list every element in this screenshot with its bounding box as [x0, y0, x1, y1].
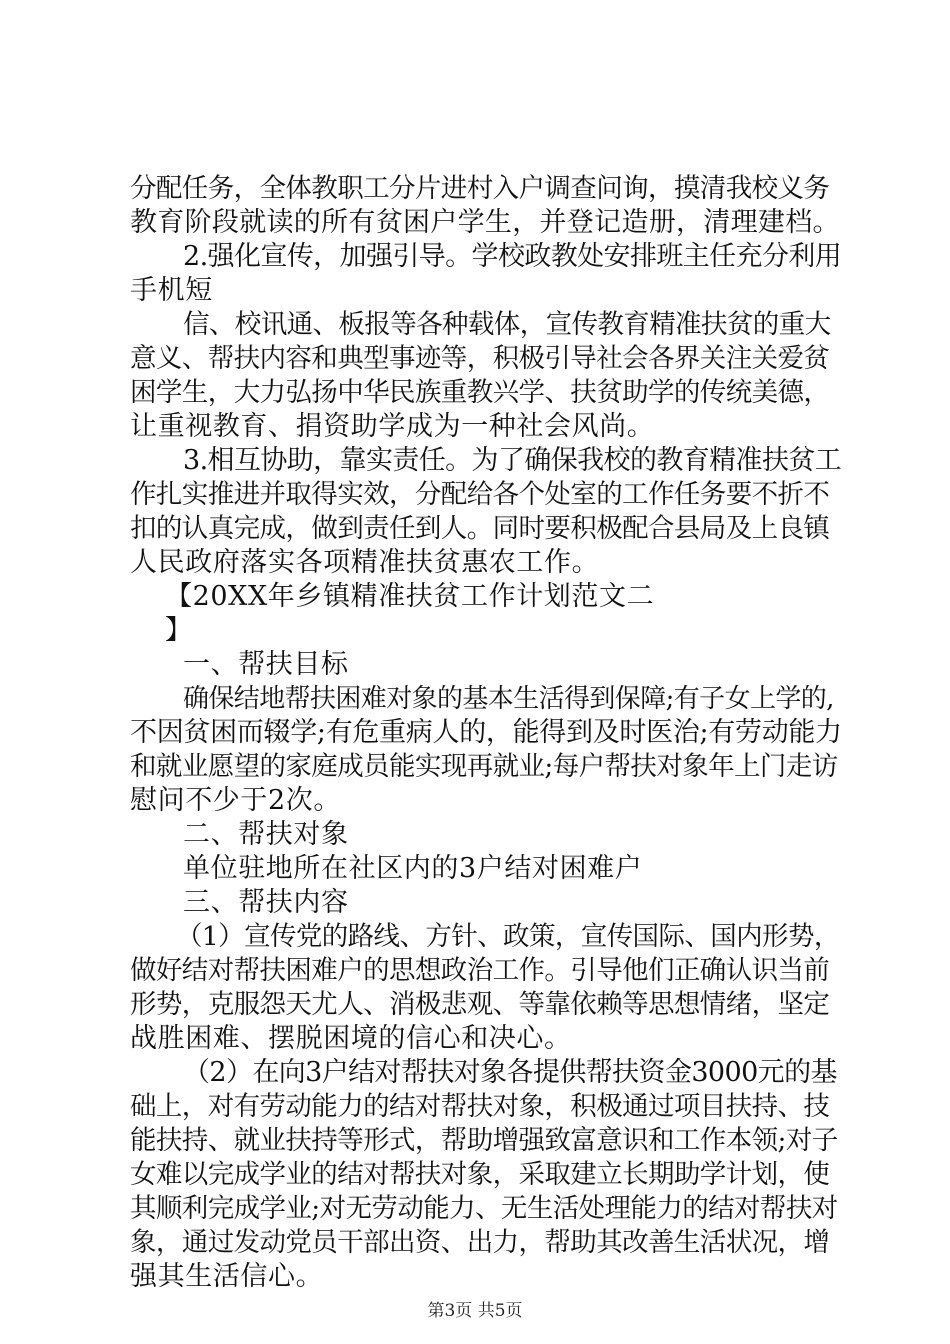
- subheading: 一、帮扶目标: [183, 649, 349, 680]
- text-line: 信、校讯通、板报等各种载体，宣传教育精准扶贫的重大: [183, 309, 831, 340]
- text-line: 慰问不少于2次。: [130, 785, 341, 816]
- text-line: 其顺利完成学业;对无劳动能力、无生活处理能力的结对帮扶对: [130, 1193, 838, 1224]
- text-line: 扣的认真完成，做到责任到人。同时要积极配合县局及上良镇: [130, 513, 830, 544]
- text-line: 和就业愿望的家庭成员能实现再就业;每户帮扶对象年上门走访: [130, 751, 838, 782]
- text-line: 分配任务，全体教职工分片进村入户调查问询，摸清我校义务: [130, 173, 830, 204]
- text-line: 人民政府落实各项精准扶贫惠农工作。: [130, 547, 600, 578]
- text-line: （2）在向3户结对帮扶对象各提供帮扶资金3000元的基: [183, 1057, 837, 1088]
- text-line: 做好结对帮扶困难户的思想政治工作。引导他们正确认识当前: [130, 955, 830, 986]
- text-line: 确保结地帮扶困难对象的基本生活得到保障;有子女上学的,: [183, 684, 834, 714]
- text-line: 形势，克服怨天尤人、消极悲观、等靠依赖等思想情绪，坚定: [130, 989, 830, 1020]
- text-line: 战胜困难、摆脱困境的信心和决心。: [130, 1023, 572, 1054]
- text-line: 作扎实推进并取得实效，分配给各个处室的工作任务要不折不: [130, 479, 830, 510]
- text-line: 手机短: [130, 275, 213, 306]
- text-line: 3.相互协助，靠实责任。为了确保我校的教育精准扶贫工: [183, 445, 842, 476]
- text-line: 不因贫困而辍学;有危重病人的，能得到及时医治;有劳动能力: [130, 717, 842, 748]
- text-line: 单位驻地所在社区内的3户结对困难户: [183, 853, 643, 884]
- text-line: 象，通过发动党员干部出资、出力，帮助其改善生活状况，增: [130, 1227, 830, 1258]
- text-line: 意义、帮扶内容和典型事迹等，积极引导社会各界关注关爱贫: [130, 343, 830, 374]
- page-footer: 第3页 共5页: [427, 1301, 523, 1321]
- text-line: 让重视教育、捐资助学成为一种社会风尚。: [130, 411, 655, 442]
- section-heading: 】: [165, 615, 193, 646]
- text-line: 困学生，大力弘扬中华民族重教兴学、扶贫助学的传统美德，: [130, 377, 830, 408]
- text-line: 能扶持、就业扶持等形式，帮助增强致富意识和工作本领;对子: [130, 1125, 838, 1156]
- text-line: 础上，对有劳动能力的结对帮扶对象，积极通过项目扶持、技: [130, 1091, 830, 1122]
- text-line: 教育阶段就读的所有贫困户学生，并登记造册，清理建档。: [130, 207, 840, 238]
- text-line: 强其生活信心。: [130, 1261, 324, 1292]
- text-line: （1）宣传党的路线、方针、政策，宣传国际、国内形势，: [176, 921, 840, 952]
- text-line: 2.强化宣传，加强引导。学校政教处安排班主任充分利用: [183, 241, 842, 272]
- text-line: 女难以完成学业的结对帮扶对象，采取建立长期助学计划，使: [130, 1159, 830, 1190]
- subheading: 三、帮扶内容: [183, 887, 349, 918]
- section-heading: 【20XX年乡镇精准扶贫工作计划范文二: [165, 581, 655, 612]
- subheading: 二、帮扶对象: [183, 819, 349, 850]
